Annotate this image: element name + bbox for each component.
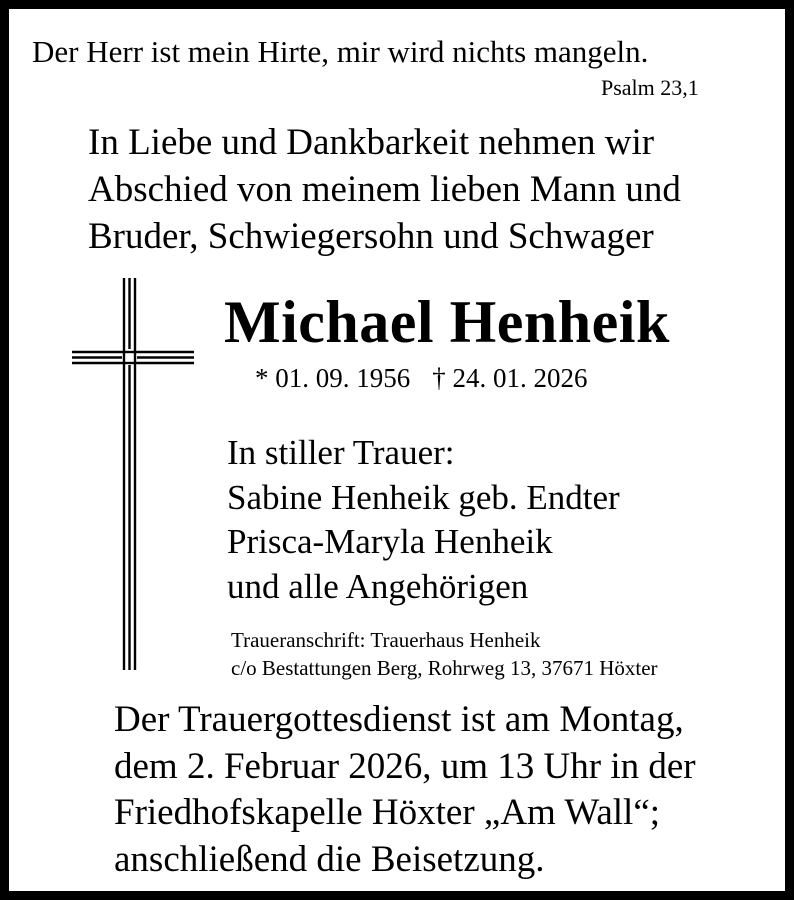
mourner-name: und alle Angehörigen: [227, 566, 529, 606]
deceased-name: Michael Henheik: [224, 289, 670, 355]
birth-date: * 01. 09. 1956: [255, 363, 411, 393]
intro-line: Abschied von meinem lieben Mann und: [88, 169, 681, 210]
intro-line: Bruder, Schwiegersohn und Schwager: [88, 216, 654, 257]
intro-text: [88, 119, 681, 260]
service-line: anschließend die Beisetzung.: [114, 838, 545, 880]
death-date: † 24. 01. 2026: [432, 363, 588, 393]
mourners-list: [227, 431, 620, 609]
bible-verse: Der Herr ist mein Hirte, mir wird nichts mangeln.: [32, 34, 649, 69]
verse-reference: Psalm 23,1: [601, 75, 699, 100]
mourner-name: Prisca-Maryla Henheik: [227, 522, 553, 561]
address-line: Traueranschrift: Trauerhaus Henheik: [231, 628, 541, 652]
service-line: Friedhofskapelle Höxter „Am Wall“;: [114, 792, 661, 833]
life-dates: [255, 365, 588, 392]
service-info: [114, 697, 696, 883]
intro-line: In Liebe und Dankbarkeit nehmen wir: [88, 122, 655, 163]
mourner-name: Sabine Henheik geb. Endter: [227, 477, 620, 517]
address-line: c/o Bestattungen Berg, Rohrweg 13, 37671 Höxter: [231, 656, 658, 680]
mourners-heading: In stiller Trauer:: [227, 433, 455, 472]
cross-icon: [72, 278, 194, 670]
mourning-address: [231, 626, 658, 682]
service-line: Der Trauergottesdienst ist am Montag,: [114, 699, 684, 740]
service-line: dem 2. Februar 2026, um 13 Uhr in der: [114, 745, 696, 787]
